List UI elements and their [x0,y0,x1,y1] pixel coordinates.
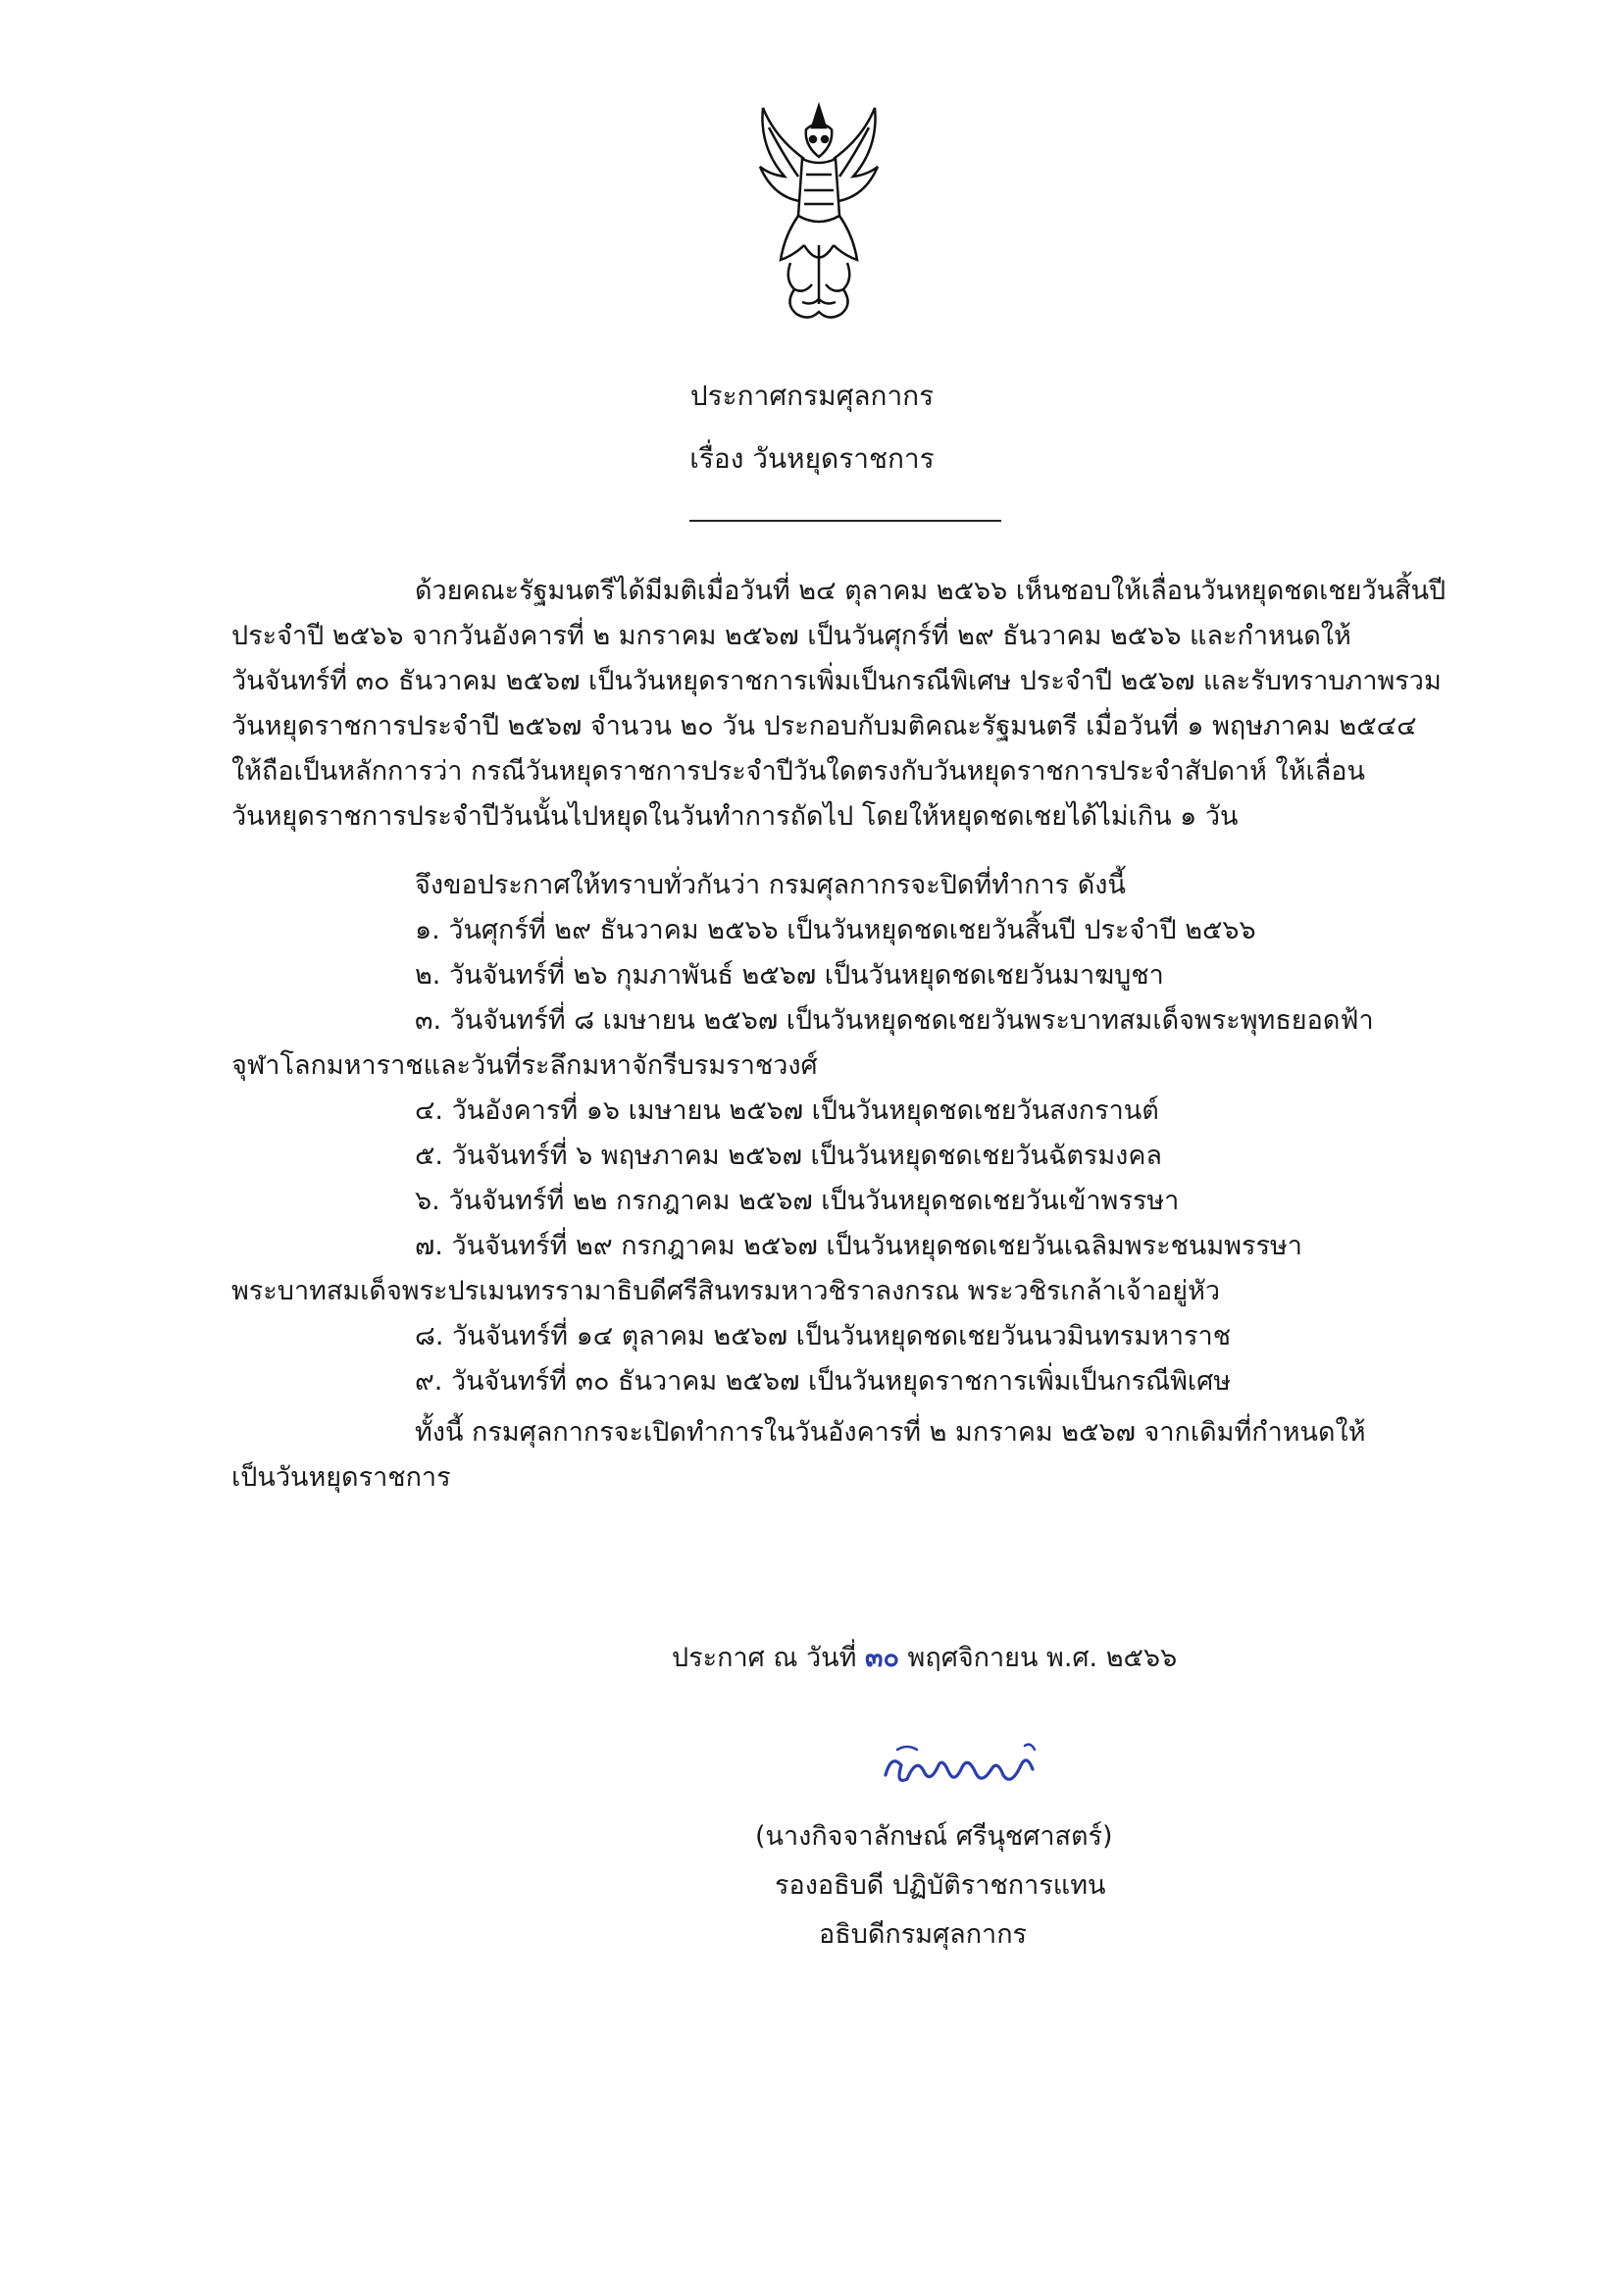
list-item: ๓. วันจันทร์ที่ ๘ เมษายน ๒๕๖๗ เป็นวันหยุดชดเชยวันพระบาทสมเด็จพระพุทธยอดฟ้า [415,1005,1374,1036]
paragraph-line: วันหยุดราชการประจำปี ๒๕๖๗ จำนวน ๒๐ วัน ประกอบกับมติคณะรัฐมนตรี เมื่อวันที่ ๑ พฤษภาคม ๒๕๔๔ [231,711,1417,741]
paragraph-line: ด้วยคณะรัฐมนตรีได้มีมติเมื่อวันที่ ๒๔ ตุลาคม ๒๕๖๖ เห็นชอบให้เลื่อนวันหยุดชดเชยวันสิ้นปี [415,576,1446,606]
list-item: ๒. วันจันทร์ที่ ๒๖ กุมภาพันธ์ ๒๕๖๗ เป็นวันหยุดชดเชยวันมาฆบูชา [415,960,1164,991]
list-item: ๙. วันจันทร์ที่ ๓๐ ธันวาคม ๒๕๖๗ เป็นวันหยุดราชการเพิ่มเป็นกรณีพิเศษ [415,1366,1232,1397]
handwritten-signature [878,1736,1049,1799]
announcement-subject: เรื่อง วันหยุดราชการ [689,442,935,475]
proclaim-prefix: ประกาศ ณ วันที่ [672,1643,857,1673]
closing-line: เป็นวันหยุดราชการ [231,1462,451,1493]
title-divider [689,520,1001,522]
closing-line: ทั้งนี้ กรมศุลกากรจะเปิดทำการในวันอังคารที่ ๒ มกราคม ๒๕๖๗ จากเดิมที่กำหนดให้ [415,1417,1366,1448]
list-item: ๘. วันจันทร์ที่ ๑๔ ตุลาคม ๒๕๖๗ เป็นวันหยุดชดเชยวันนวมินทรมหาราช [415,1321,1232,1351]
list-item: ๗. วันจันทร์ที่ ๒๙ กรกฎาคม ๒๕๖๗ เป็นวันหยุดชดเชยวันเฉลิมพระชนมพรรษา [415,1231,1302,1261]
signatory-position: รองอธิบดี ปฏิบัติราชการแทน [775,1870,1106,1901]
list-item: ๑. วันศุกร์ที่ ๒๙ ธันวาคม ๒๕๖๖ เป็นวันหยุดชดเชยวันสิ้นปี ประจำปี ๒๕๖๖ [415,915,1256,945]
paragraph-line: วันหยุดราชการประจำปีวันนั้นไปหยุดในวันทำการถัดไป โดยให้หยุดชดเชยได้ไม่เกิน ๑ วัน [231,801,1239,832]
list-item-continuation: พระบาทสมเด็จพระปรเมนทรรามาธิบดีศรีสินทรมหาวชิราลงกรณ พระวชิรเกล้าเจ้าอยู่หัว [231,1276,1221,1306]
announcement-body [231,569,1457,1501]
paragraph-line: ประจำปี ๒๕๖๖ จากวันอังคารที่ ๒ มกราคม ๒๕๖๗ เป็นวันศุกร์ที่ ๒๙ ธันวาคม ๒๕๖๖ และกำหนดให้ [231,621,1351,651]
proclaim-suffix: พฤศจิกายน พ.ศ. ๒๕๖๖ [907,1643,1178,1673]
announcement-title: ประกาศกรมศุลกากร [689,380,935,412]
list-item: ๔. วันอังคารที่ ๑๖ เมษายน ๒๕๖๗ เป็นวันหยุดชดเชยวันสงกรานต์ [415,1095,1159,1126]
proclamation-date [672,1636,1177,1681]
signatory-office: อธิบดีกรมศุลกากร [819,1919,1028,1950]
list-item: ๕. วันจันทร์ที่ ๖ พฤษภาคม ๒๕๖๗ เป็นวันหยุดชดเชยวันฉัตรมงคล [415,1141,1162,1171]
garuda-emblem-icon [755,98,883,324]
signatory-name: (นางกิจจาลักษณ์ ศรีนุชศาสตร์) [755,1821,1113,1852]
paragraph-line: วันจันทร์ที่ ๓๐ ธันวาคม ๒๕๖๗ เป็นวันหยุดราชการเพิ่มเป็นกรณีพิเศษ ประจำปี ๒๕๖๗ และรับทราบภาพรวม [231,666,1442,696]
list-item-continuation: จุฬาโลกมหาราชและวันที่ระลึกมหาจักรีบรมราชวงศ์ [231,1050,818,1081]
list-item: ๖. วันจันทร์ที่ ๒๒ กรกฎาคม ๒๕๖๗ เป็นวันหยุดชดเชยวันเข้าพรรษา [415,1186,1180,1216]
paragraph-line: ให้ถือเป็นหลักการว่า กรณีวันหยุดราชการประจำปีวันใดตรงกับวันหยุดราชการประจำสัปดาห์ ให้เลื่อน [231,756,1365,787]
intro-line: จึงขอประกาศให้ทราบทั่วกันว่า กรมศุลกากรจะปิดที่ทำการ ดังนี้ [415,870,1126,900]
proclaim-day: ๓๐ [865,1643,899,1673]
